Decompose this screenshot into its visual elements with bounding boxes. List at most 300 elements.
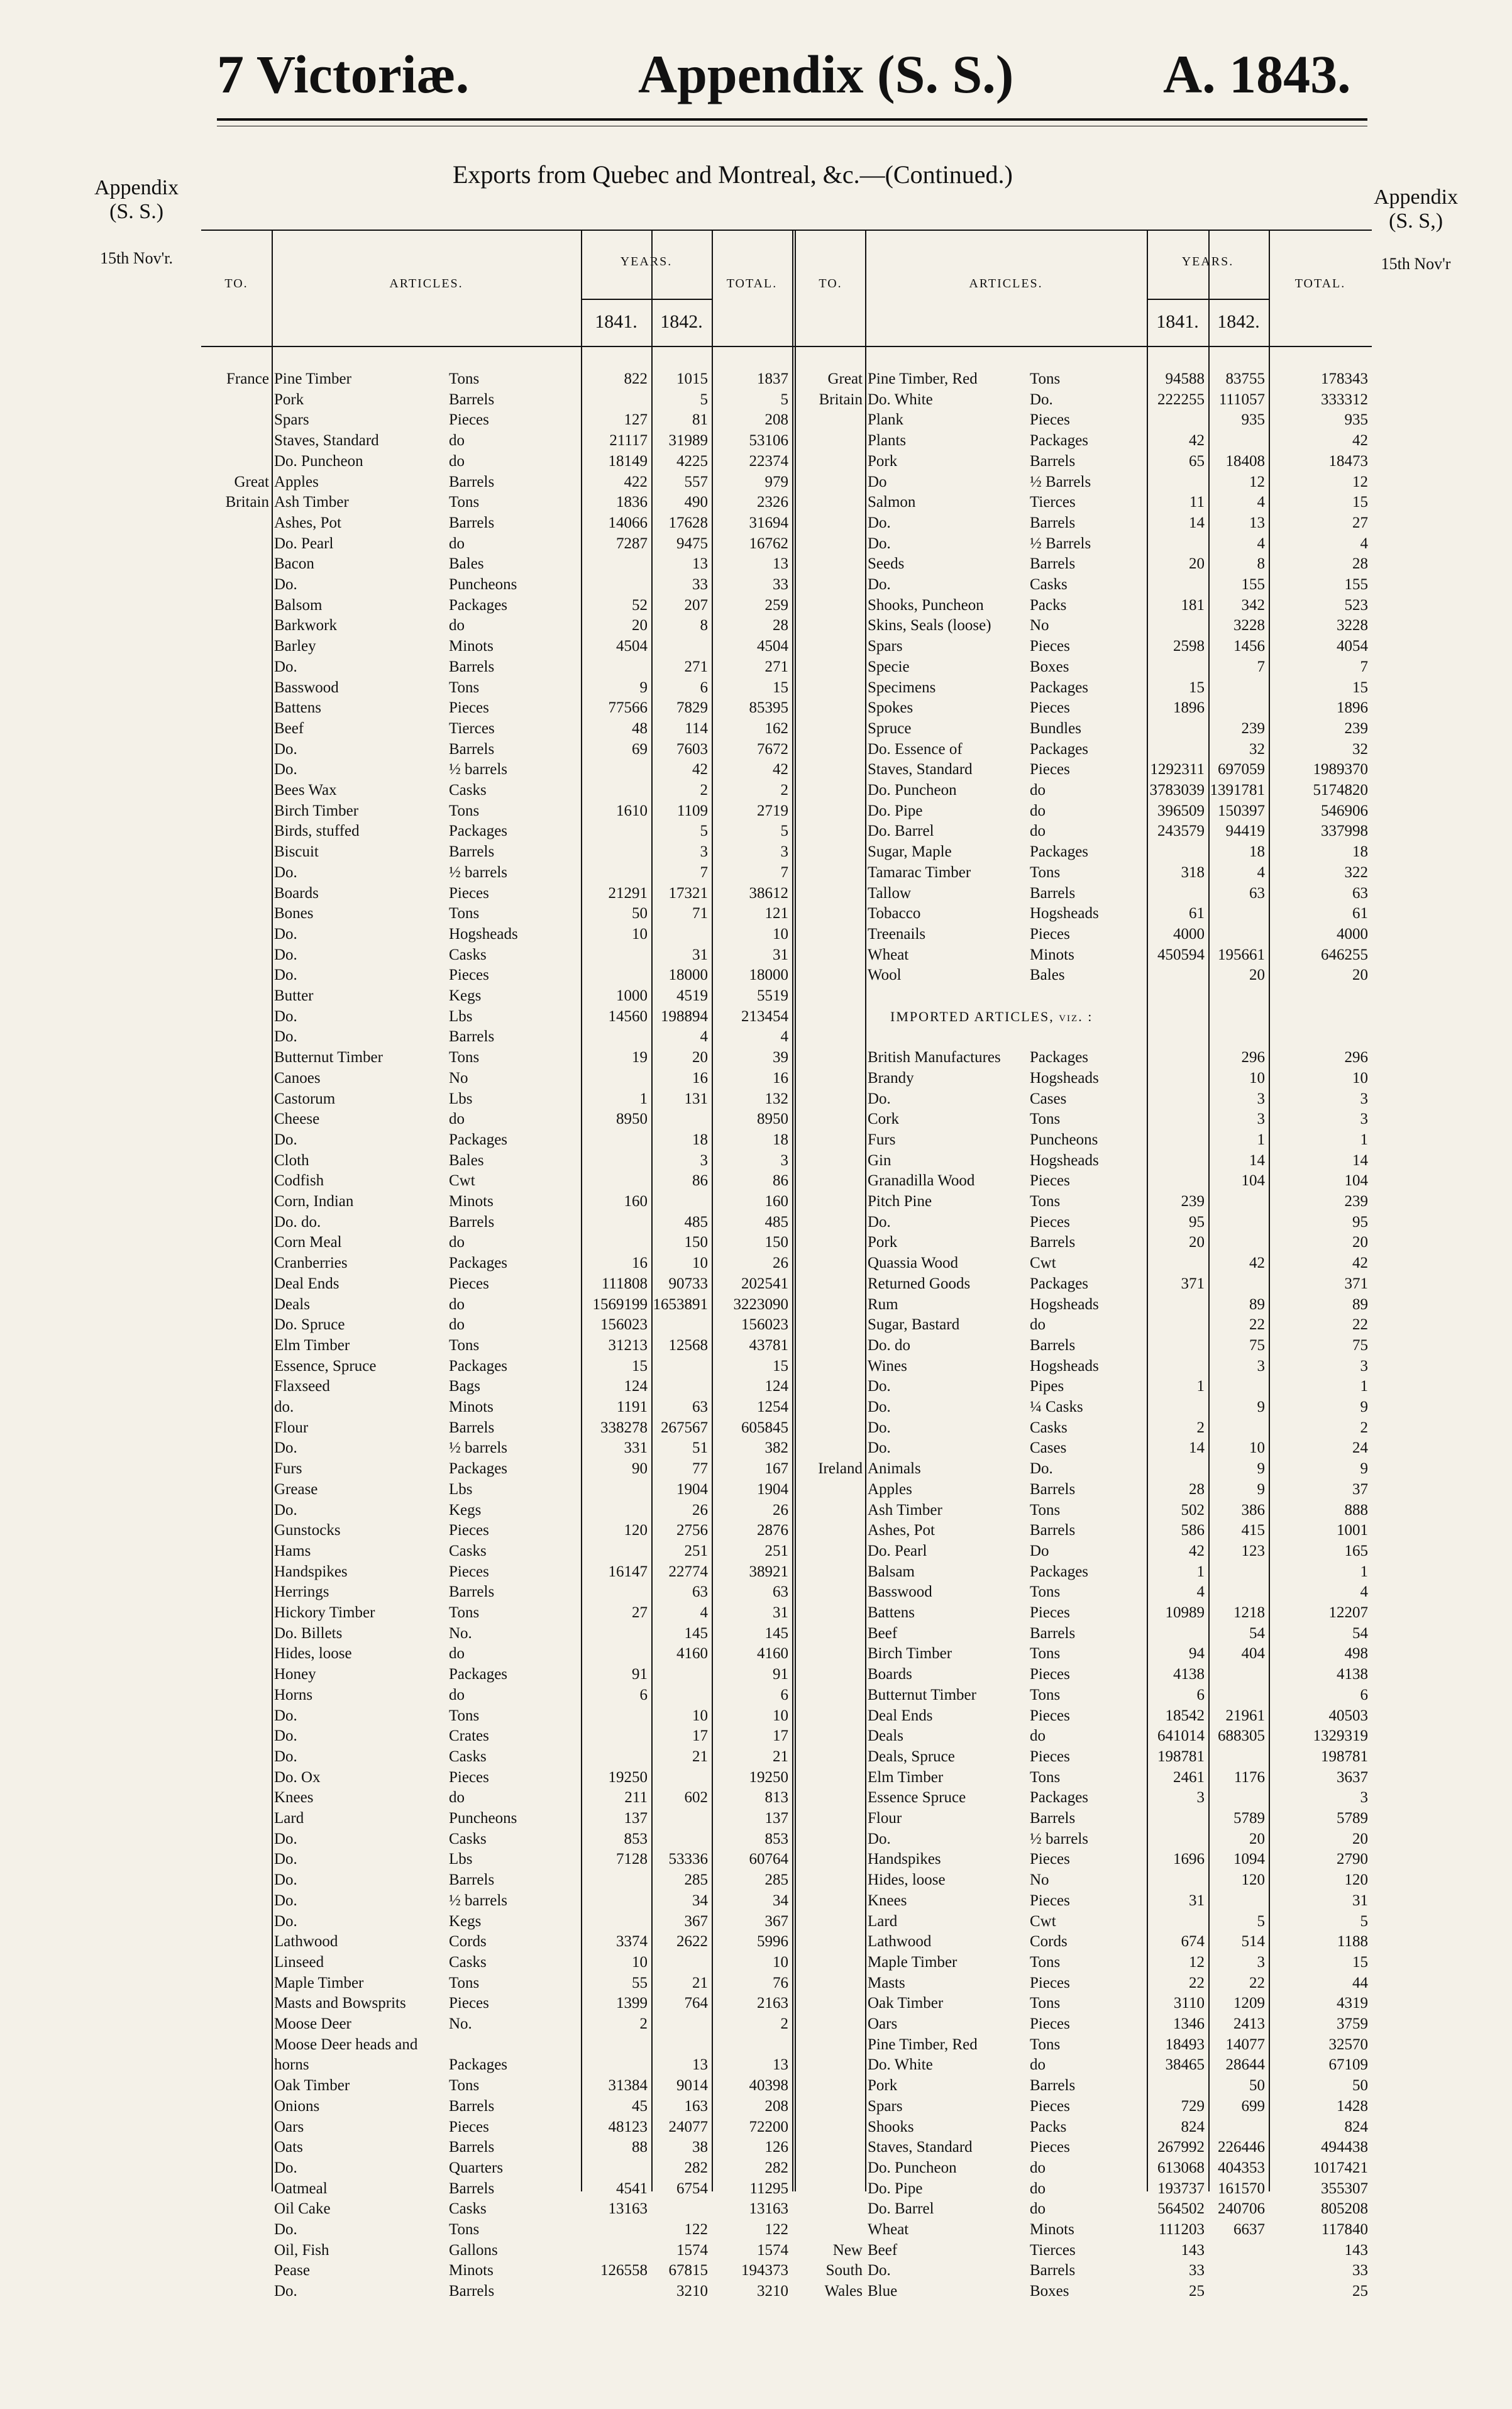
table-row bbox=[796, 1891, 1372, 1911]
value-total: 63 bbox=[773, 1583, 788, 1601]
article-name: Do. bbox=[868, 1439, 891, 1457]
value-y1: 50 bbox=[632, 905, 648, 922]
value-y2: 17321 bbox=[668, 884, 708, 902]
value-total: 1017421 bbox=[1313, 2159, 1368, 2176]
article-cell bbox=[868, 492, 1144, 512]
article-unit: Tons bbox=[447, 678, 481, 698]
value-y1: 1569199 bbox=[592, 1295, 648, 1313]
article-name: Wheat bbox=[868, 2221, 909, 2238]
article-cell bbox=[868, 1582, 1144, 1602]
article-cell bbox=[868, 2096, 1144, 2117]
article-name: Oars bbox=[274, 2118, 304, 2135]
article-name: Gin bbox=[868, 1151, 891, 1169]
value-y2: 415 bbox=[1241, 1522, 1265, 1539]
value-total: 208 bbox=[764, 2097, 788, 2115]
table-row bbox=[201, 1664, 792, 1685]
article-name: Apples bbox=[868, 1480, 912, 1498]
article-name: Lard bbox=[274, 1810, 304, 1827]
value-total: 20 bbox=[1352, 966, 1368, 984]
value-total: 5 bbox=[1360, 1912, 1368, 1930]
article-name: Oatmeal bbox=[274, 2179, 328, 2197]
article-unit: do bbox=[447, 1685, 466, 1705]
article-cell bbox=[868, 2220, 1144, 2240]
article-cell bbox=[868, 1541, 1144, 1561]
value-y1: 14560 bbox=[608, 1007, 648, 1025]
table-row bbox=[796, 2076, 1372, 2096]
article-name: Animals bbox=[868, 1460, 921, 1478]
value-total: 124 bbox=[764, 1378, 788, 1395]
value-y2: 1218 bbox=[1233, 1604, 1265, 1621]
table-row bbox=[201, 904, 792, 924]
article-cell bbox=[274, 657, 578, 677]
article-unit: Pieces bbox=[1028, 1973, 1072, 1993]
table-row bbox=[796, 821, 1372, 841]
destination-cell: Great bbox=[827, 370, 863, 387]
value-y2: 150 bbox=[684, 1234, 708, 1251]
article-unit: Tons bbox=[447, 1336, 481, 1356]
article-cell bbox=[868, 410, 1144, 430]
side-right-line1: Appendix bbox=[1374, 186, 1459, 209]
article-unit: Packages bbox=[447, 1356, 509, 1376]
value-y2: 1574 bbox=[676, 2241, 708, 2259]
article-cell bbox=[274, 2137, 578, 2157]
article-unit: Do. bbox=[1028, 390, 1055, 410]
article-name: Furs bbox=[868, 1131, 896, 1148]
article-unit: Tons bbox=[447, 1706, 481, 1726]
article-name: Elm Timber bbox=[274, 1336, 350, 1354]
table-row bbox=[796, 1068, 1372, 1088]
value-y1: 6 bbox=[1196, 1686, 1205, 1703]
article-unit: Pieces bbox=[1028, 1891, 1072, 1911]
table-row bbox=[201, 1007, 792, 1027]
table-row bbox=[201, 1459, 792, 1479]
article-name: Corn Meal bbox=[274, 1234, 342, 1251]
article-cell bbox=[868, 636, 1144, 656]
article-cell bbox=[868, 451, 1144, 472]
table-row bbox=[796, 1747, 1372, 1767]
article-name: Do. bbox=[274, 2159, 297, 2176]
value-y1: 853 bbox=[624, 1830, 648, 1847]
table-row bbox=[796, 1007, 1372, 1027]
value-y2: 2622 bbox=[676, 1933, 708, 1951]
table-row bbox=[201, 1500, 792, 1520]
article-unit: Pieces bbox=[1028, 698, 1072, 718]
article-unit: ½ Barrels bbox=[1028, 534, 1093, 554]
table-row bbox=[201, 1315, 792, 1335]
value-total: 6 bbox=[1360, 1686, 1368, 1703]
article-name: Do. Barrel bbox=[868, 822, 934, 840]
value-y1: 613068 bbox=[1157, 2159, 1205, 2176]
value-y2: 50 bbox=[1249, 2077, 1265, 2095]
value-y2: 404 bbox=[1241, 1645, 1265, 1663]
value-y1: 21291 bbox=[608, 884, 648, 902]
value-total: 5 bbox=[780, 822, 788, 840]
value-y2: 4519 bbox=[676, 987, 708, 1004]
article-unit: do bbox=[1028, 2179, 1047, 2199]
table-row bbox=[201, 821, 792, 841]
article-cell bbox=[868, 1480, 1144, 1500]
table-row bbox=[201, 1624, 792, 1644]
article-unit: Cases bbox=[1028, 1089, 1068, 1109]
value-total: 2719 bbox=[757, 802, 788, 819]
article-name: Oak Timber bbox=[868, 1995, 944, 2012]
value-y2: 17628 bbox=[668, 514, 708, 531]
table-row bbox=[796, 513, 1372, 533]
article-name: Do. bbox=[274, 576, 297, 593]
article-cell bbox=[868, 801, 1144, 821]
article-name: Oak Timber bbox=[274, 2077, 350, 2095]
article-cell bbox=[274, 719, 578, 739]
article-name: Pork bbox=[868, 2077, 898, 2095]
column-header-years: YEARS. bbox=[1181, 255, 1234, 269]
article-cell bbox=[274, 780, 578, 800]
article-unit: Pieces bbox=[1028, 2137, 1072, 2157]
value-y1: 14066 bbox=[608, 514, 648, 531]
article-cell bbox=[868, 1726, 1144, 1746]
value-y1: 38465 bbox=[1165, 2056, 1205, 2074]
value-total: 137 bbox=[764, 1810, 788, 1827]
value-y1: 16147 bbox=[608, 1563, 648, 1580]
value-total: 43781 bbox=[749, 1336, 788, 1354]
value-y2: 4160 bbox=[676, 1645, 708, 1663]
column-header-total: TOTAL. bbox=[1294, 277, 1346, 291]
value-y1: 10989 bbox=[1165, 1604, 1205, 1621]
value-total: 646255 bbox=[1321, 946, 1368, 963]
value-total: 7 bbox=[780, 863, 788, 881]
article-name: Do. bbox=[274, 761, 297, 778]
side-left-line2: (S. S.) bbox=[109, 200, 164, 223]
article-name: Barkwork bbox=[274, 617, 337, 634]
article-name: Oars bbox=[868, 2015, 898, 2032]
value-y2: 5 bbox=[700, 822, 708, 840]
article-unit: Boxes bbox=[1028, 657, 1071, 677]
value-y2: 6 bbox=[700, 678, 708, 696]
destination-cell: Wales bbox=[824, 2283, 863, 2300]
article-cell bbox=[868, 1624, 1144, 1644]
article-cell bbox=[868, 1295, 1144, 1315]
article-unit: Casks bbox=[447, 1829, 488, 1849]
article-unit: Packages bbox=[1028, 739, 1090, 760]
article-name: Hides, loose bbox=[274, 1645, 352, 1663]
article-cell bbox=[274, 1582, 578, 1602]
article-cell bbox=[274, 410, 578, 430]
table-row bbox=[796, 616, 1372, 636]
article-unit: Casks bbox=[447, 945, 488, 965]
article-name: Do. bbox=[274, 1007, 297, 1025]
article-cell bbox=[868, 1232, 1144, 1253]
value-total: 12 bbox=[1352, 473, 1368, 490]
article-unit: Pieces bbox=[447, 698, 491, 718]
value-y1: 20 bbox=[632, 617, 648, 634]
article-cell bbox=[868, 1459, 1144, 1479]
value-y1: 94 bbox=[1189, 1645, 1205, 1663]
value-total: 132 bbox=[764, 1090, 788, 1107]
value-total: 22 bbox=[1352, 1316, 1368, 1334]
article-cell bbox=[274, 1993, 578, 2013]
value-y2: 5789 bbox=[1233, 1810, 1265, 1827]
side-note-left bbox=[94, 176, 179, 270]
article-unit: Do bbox=[1028, 1541, 1051, 1561]
article-name: Battens bbox=[868, 1604, 915, 1621]
value-total: 824 bbox=[1344, 2118, 1368, 2135]
article-name: Sugar, Bastard bbox=[868, 1316, 960, 1334]
value-y2: 1209 bbox=[1233, 1995, 1265, 2012]
article-unit: Packages bbox=[447, 1459, 509, 1479]
value-y1: 143 bbox=[1181, 2241, 1205, 2259]
value-total: 37 bbox=[1352, 1480, 1368, 1498]
article-unit: do bbox=[1028, 780, 1047, 800]
article-unit: Kegs bbox=[447, 1500, 483, 1520]
value-y1: 1610 bbox=[616, 802, 648, 819]
article-cell bbox=[274, 924, 578, 944]
value-y2: 226446 bbox=[1218, 2139, 1265, 2156]
article-unit: Barrels bbox=[1028, 1624, 1077, 1644]
article-name: Pine Timber bbox=[274, 370, 351, 387]
article-cell bbox=[868, 431, 1144, 451]
article-unit: Pipes bbox=[1028, 1376, 1066, 1397]
value-y2: 145 bbox=[684, 1624, 708, 1642]
table-row bbox=[796, 2096, 1372, 2117]
article-name: Tallow bbox=[868, 884, 912, 902]
value-total: 27 bbox=[1352, 514, 1368, 531]
article-name: Do. bbox=[274, 2221, 297, 2238]
article-unit: Pieces bbox=[1028, 1849, 1072, 1869]
value-total: 1 bbox=[1360, 1131, 1368, 1148]
article-unit: Packages bbox=[447, 2055, 509, 2075]
value-y2: 490 bbox=[684, 494, 708, 511]
table-row bbox=[201, 965, 792, 985]
value-y2: 285 bbox=[684, 1871, 708, 1889]
article-unit: Minots bbox=[447, 636, 495, 656]
table-row bbox=[796, 1562, 1372, 1582]
table-row bbox=[201, 1109, 792, 1129]
value-y1: 3110 bbox=[1173, 1995, 1205, 2012]
article-name: Do. White bbox=[868, 390, 933, 408]
article-unit: Hogsheads bbox=[1028, 904, 1101, 924]
value-total: 54 bbox=[1352, 1624, 1368, 1642]
article-unit: Pieces bbox=[447, 410, 491, 430]
value-y2: 7829 bbox=[676, 699, 708, 717]
article-name: Boards bbox=[868, 1666, 912, 1683]
table-row bbox=[201, 1027, 792, 1047]
article-name: Pork bbox=[274, 390, 304, 408]
value-total: 251 bbox=[764, 1542, 788, 1559]
value-total: 546906 bbox=[1321, 802, 1368, 819]
value-y1: 18149 bbox=[608, 452, 648, 470]
table-row bbox=[201, 1192, 792, 1212]
value-y1: 450594 bbox=[1157, 946, 1205, 963]
value-y2: 63 bbox=[692, 1583, 708, 1601]
article-cell bbox=[868, 2076, 1144, 2096]
table-row bbox=[796, 492, 1372, 512]
article-cell bbox=[868, 1253, 1144, 1273]
article-unit: Barrels bbox=[447, 842, 496, 862]
table-subtitle: Exports from Quebec and Montreal, &c.—(Continued.) bbox=[453, 160, 1013, 189]
table-row bbox=[796, 1685, 1372, 1705]
table-row bbox=[796, 2220, 1372, 2240]
article-cell bbox=[868, 1952, 1144, 1973]
article-unit: Barrels bbox=[1028, 1336, 1077, 1356]
article-name: Cloth bbox=[274, 1151, 309, 1169]
article-cell bbox=[274, 801, 578, 821]
table-row bbox=[201, 1089, 792, 1109]
value-y1: 9 bbox=[639, 678, 648, 696]
value-y2: 3 bbox=[700, 1151, 708, 1169]
article-unit: No bbox=[1028, 616, 1051, 636]
value-y2: 1109 bbox=[676, 802, 708, 819]
article-unit: Packages bbox=[1028, 1788, 1090, 1808]
article-cell bbox=[274, 965, 578, 985]
article-cell bbox=[868, 1788, 1144, 1808]
value-y2: 9 bbox=[1257, 1460, 1265, 1478]
table-row bbox=[796, 1603, 1372, 1623]
table-row bbox=[796, 678, 1372, 698]
article-name: do. bbox=[274, 1398, 294, 1415]
article-cell bbox=[274, 1007, 578, 1027]
table-row bbox=[201, 883, 792, 904]
article-unit: Packages bbox=[447, 1130, 509, 1150]
table-row bbox=[201, 1562, 792, 1582]
table-row bbox=[796, 801, 1372, 821]
article-cell bbox=[274, 678, 578, 698]
table-row bbox=[201, 863, 792, 883]
value-y1: 31 bbox=[1189, 1891, 1205, 1909]
article-name: Do. Pipe bbox=[868, 2179, 923, 2197]
article-cell bbox=[868, 1747, 1144, 1767]
value-total: 3 bbox=[1360, 1090, 1368, 1107]
article-name: Do. bbox=[868, 1398, 891, 1415]
value-y2: 13 bbox=[1249, 514, 1265, 531]
article-name: Do. Pearl bbox=[868, 1542, 927, 1559]
table-row bbox=[201, 1397, 792, 1417]
value-total: 3637 bbox=[1337, 1768, 1368, 1786]
article-unit: do bbox=[447, 1109, 466, 1129]
article-name: Treenails bbox=[868, 925, 926, 943]
table-row bbox=[201, 616, 792, 636]
value-total: 4319 bbox=[1337, 1995, 1368, 2012]
article-name: Knees bbox=[274, 1789, 314, 1807]
table-row bbox=[796, 719, 1372, 739]
article-unit: Barrels bbox=[1028, 1520, 1077, 1541]
value-total: 15 bbox=[1352, 678, 1368, 696]
article-name: Barley bbox=[274, 638, 316, 655]
article-name: Shooks bbox=[868, 2118, 914, 2135]
value-y2: 251 bbox=[684, 1542, 708, 1559]
article-cell bbox=[274, 1068, 578, 1088]
article-unit: Casks bbox=[1028, 575, 1069, 595]
table-row bbox=[796, 2281, 1372, 2301]
table-row bbox=[201, 1376, 792, 1397]
article-cell bbox=[868, 1973, 1144, 1993]
article-cell bbox=[868, 842, 1144, 862]
table-row bbox=[201, 1849, 792, 1869]
value-y2: 267567 bbox=[661, 1419, 708, 1436]
value-total: 1428 bbox=[1337, 2097, 1368, 2115]
article-cell bbox=[868, 1562, 1144, 1582]
article-name: Do. Puncheon bbox=[274, 452, 363, 470]
value-total: 38612 bbox=[749, 884, 788, 902]
value-total: 76 bbox=[773, 1974, 788, 1991]
value-total: 1329319 bbox=[1313, 1727, 1368, 1745]
article-cell bbox=[868, 1993, 1144, 2013]
value-y2: 21 bbox=[692, 1974, 708, 1991]
article-cell bbox=[274, 1932, 578, 1952]
value-y2: 7 bbox=[700, 863, 708, 881]
value-total: 155 bbox=[1344, 576, 1368, 593]
article-unit: do bbox=[447, 1315, 466, 1335]
value-y2: 32 bbox=[1249, 740, 1265, 758]
article-cell bbox=[274, 1624, 578, 1644]
article-unit: Tons bbox=[1028, 1109, 1062, 1129]
table-row bbox=[796, 472, 1372, 492]
article-cell bbox=[274, 636, 578, 656]
table-row bbox=[796, 1870, 1372, 1890]
value-y1: 2598 bbox=[1173, 638, 1205, 655]
value-y1: 10 bbox=[632, 1953, 648, 1971]
value-total: 337998 bbox=[1321, 822, 1368, 840]
article-unit: Tons bbox=[1028, 1582, 1062, 1602]
article-unit: Tons bbox=[1028, 1993, 1062, 2013]
value-total: 120 bbox=[1344, 1871, 1368, 1889]
article-unit: Kegs bbox=[447, 1912, 483, 1932]
value-total: 3759 bbox=[1337, 2015, 1368, 2032]
article-name: Deal Ends bbox=[868, 1707, 933, 1724]
value-total: 367 bbox=[764, 1912, 788, 1930]
value-total: 126 bbox=[764, 2139, 788, 2156]
article-name: Beef bbox=[868, 1624, 898, 1642]
article-name: Pork bbox=[868, 452, 898, 470]
article-name: Ash Timber bbox=[274, 494, 349, 511]
value-total: 355307 bbox=[1321, 2179, 1368, 2197]
value-total: 53106 bbox=[749, 432, 788, 450]
article-name: Flour bbox=[868, 1810, 902, 1827]
value-y1: 25 bbox=[1189, 2283, 1205, 2300]
value-y2: 1653891 bbox=[653, 1295, 708, 1313]
article-cell bbox=[868, 883, 1144, 904]
table-row bbox=[796, 1027, 1372, 1047]
value-y1: 18542 bbox=[1165, 1707, 1205, 1724]
table-row bbox=[201, 451, 792, 472]
article-unit: Puncheons bbox=[1028, 1130, 1100, 1150]
article-unit: Pieces bbox=[1028, 2096, 1072, 2117]
article-cell bbox=[274, 1849, 578, 1869]
article-name: Furs bbox=[274, 1460, 302, 1478]
article-cell bbox=[868, 1870, 1144, 1890]
table-row bbox=[201, 2096, 792, 2117]
table-row bbox=[796, 1480, 1372, 1500]
article-unit: Barrels bbox=[1028, 513, 1077, 533]
value-y1: 77566 bbox=[608, 699, 648, 717]
article-cell bbox=[868, 1130, 1144, 1150]
article-cell bbox=[868, 1109, 1144, 1129]
article-unit: Tons bbox=[447, 1973, 481, 1993]
article-unit: do bbox=[447, 1232, 466, 1253]
value-total: 28 bbox=[773, 617, 788, 634]
table-row bbox=[201, 1438, 792, 1458]
table-row bbox=[201, 2240, 792, 2261]
table-row bbox=[796, 965, 1372, 985]
article-cell bbox=[274, 1726, 578, 1746]
article-name: Hides, loose bbox=[868, 1871, 946, 1889]
value-y2: 63 bbox=[692, 1398, 708, 1415]
article-unit: Casks bbox=[447, 1747, 488, 1767]
value-y2: 111057 bbox=[1218, 390, 1265, 408]
value-y1: 31213 bbox=[608, 1336, 648, 1354]
value-y1: 1 bbox=[1196, 1378, 1205, 1395]
article-name: Seeds bbox=[868, 555, 905, 573]
article-unit: Barrels bbox=[447, 1027, 496, 1047]
value-total: 24 bbox=[1352, 1439, 1368, 1457]
